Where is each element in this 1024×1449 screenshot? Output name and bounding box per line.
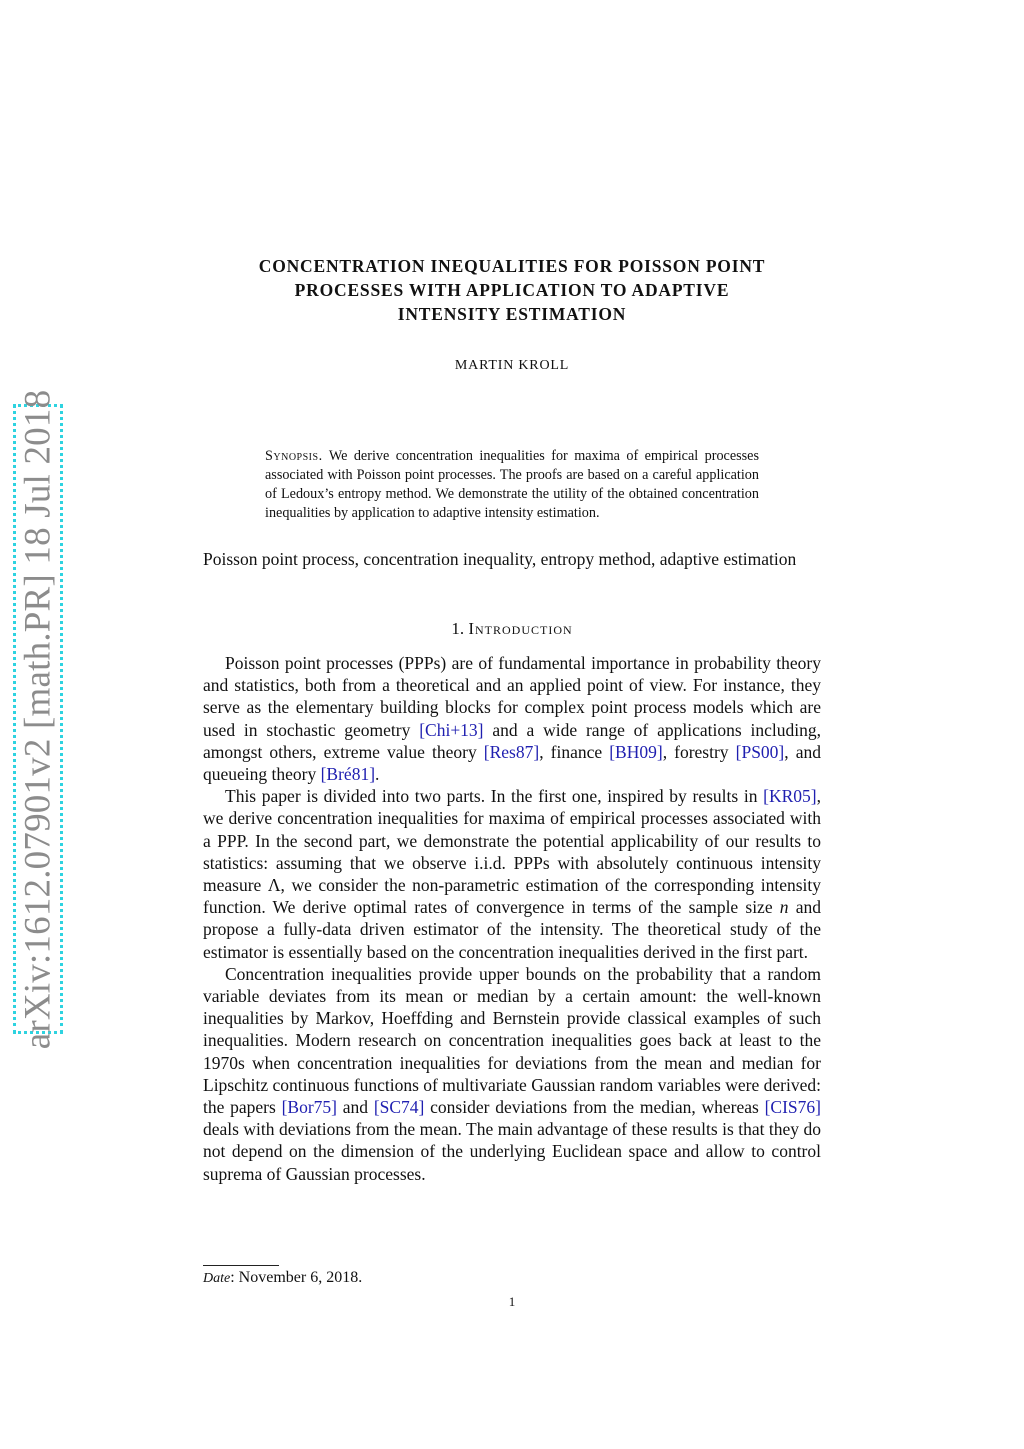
- footnote: [203, 1269, 821, 1287]
- text-run: Concentration inequalities provide upper bounds on the probability that a random variable deviates from its mean or median by a certain amount: the well-known inequalities by Markov, Hoeffding and Bernstein provide classical examples of such inequalities. Modern research on concentration inequalities goes back at least to the 1970s when concentration inequalities for deviations from the mean and median for Lipschitz continuous functions of multivariate Gaussian random variables were derived: the papers: [203, 963, 821, 1118]
- citation-link[interactable]: [Chi+13]: [419, 719, 484, 740]
- footnote-rule: [203, 1265, 279, 1266]
- title-line: CONCENTRATION INEQUALITIES FOR POISSON POINT: [258, 256, 766, 276]
- title-line: INTENSITY ESTIMATION: [397, 304, 627, 324]
- arxiv-identifier: arXiv:1612.07901v2 [math.PR] 18 Jul 2018: [17, 389, 59, 1049]
- text-run: , finance: [539, 741, 610, 762]
- author-name: MARTIN KROLL: [454, 358, 570, 373]
- section-number: 1.: [451, 619, 465, 638]
- paragraph: [203, 785, 821, 963]
- abstract-text: We derive concentration inequalities for maxima of empirical processes associated with Poisson point processes. The proofs are based on a careful application of Ledoux’s entropy method. We demonstrate the utility of the obtained concentration inequalities by application to adaptive intensity estimation.: [265, 448, 760, 521]
- page-number: 1: [508, 1294, 516, 1309]
- text-run: and a wide range of applications including, amongst others, extreme value theory: [203, 719, 822, 762]
- math-symbol: n: [779, 897, 789, 918]
- footnote-label: Date: [203, 1271, 231, 1286]
- paragraph: [203, 963, 821, 1185]
- citation-link[interactable]: [SC74]: [373, 1097, 425, 1118]
- text-run: This paper is divided into two parts. In the first one, inspired by results in: [225, 786, 764, 807]
- citation-link[interactable]: [Bré81]: [320, 764, 376, 785]
- section-heading: [203, 619, 821, 639]
- text-run: deals with deviations from the mean. The main advantage of these results is that they do not depend on the dimension of the underlying Euclidean space and allow to control suprema of Gaussian processes.: [203, 1119, 821, 1184]
- text-run: , we derive concentration inequalities for maxima of empirical processes associated with a PPP. In the second part, we demonstrate the potential applicability of our results to statistics: assuming that we observe i.i.d. PPPs with absolutely continuous intensity measure Λ, we consider the non-parametric estimation of the corresponding intensity function. We derive optimal rates of convergence in terms of the sample size: [203, 786, 821, 918]
- abstract-label: Synopsis.: [265, 448, 323, 464]
- body-text: [203, 652, 821, 1185]
- text-run: .: [375, 764, 380, 785]
- citation-link[interactable]: [BH09]: [609, 741, 663, 762]
- text-run: , and queueing theory: [203, 741, 821, 785]
- footnote-text: : November 6, 2018.: [230, 1269, 363, 1286]
- abstract: [265, 447, 759, 523]
- text-run: Poisson point processes (PPPs) are of fundamental importance in probability theory and statistics, both from a theoretical and an applied point of view. For instance, they serve as the elementary building blocks for complex point process models which are used in stochastic geometry: [203, 653, 821, 740]
- text-run: and propose a fully-data driven estimator of the intensity. The theoretical study of the estimator is essentially based on the concentration inequalities derived in the first part.: [203, 897, 821, 962]
- paragraph: [203, 652, 821, 785]
- citation-link[interactable]: [Bor75]: [281, 1097, 337, 1118]
- text-run: consider deviations from the median, whereas: [424, 1097, 765, 1118]
- text-run: and: [337, 1097, 374, 1118]
- citation-link[interactable]: [CIS76]: [764, 1097, 821, 1118]
- citation-link[interactable]: [Res87]: [483, 741, 540, 762]
- keywords: Poisson point process, concentration inequality, entropy method, adaptive estimation: [203, 549, 797, 569]
- title-line: PROCESSES WITH APPLICATION TO ADAPTIVE: [294, 280, 730, 300]
- citation-link[interactable]: [KR05]: [763, 786, 817, 807]
- text-run: , forestry: [662, 741, 736, 762]
- arxiv-stamp: [13, 389, 63, 1049]
- citation-link[interactable]: [PS00]: [735, 741, 785, 762]
- section-title: Introduction: [468, 619, 573, 638]
- paper-title: [203, 254, 821, 326]
